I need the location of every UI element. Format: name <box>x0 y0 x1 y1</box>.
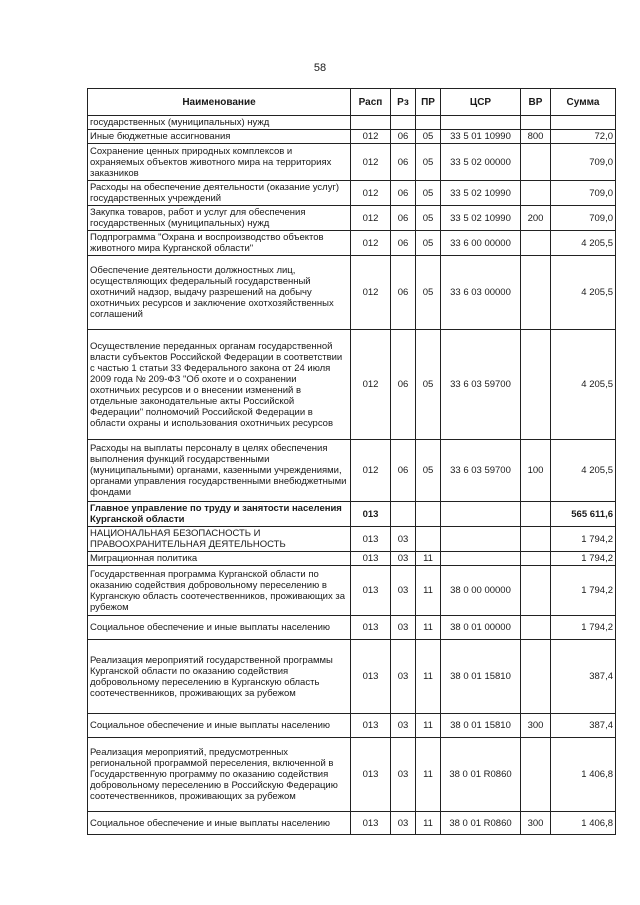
header-name: Наименование <box>88 89 351 116</box>
table-row <box>88 256 616 330</box>
cell-vr <box>521 502 551 527</box>
cell-rasp: 013 <box>351 566 391 616</box>
cell-rasp <box>351 116 391 130</box>
cell-sum: 387,4 <box>551 714 616 738</box>
page-number: 58 <box>313 62 327 74</box>
cell-rz: 06 <box>391 440 416 502</box>
cell-csr: 33 5 01 10990 <box>441 130 521 144</box>
cell-rz: 03 <box>391 566 416 616</box>
table-row <box>88 812 616 835</box>
cell-vr <box>521 181 551 206</box>
cell-rasp: 013 <box>351 812 391 835</box>
cell-sum: 565 611,6 <box>551 502 616 527</box>
cell-name: НАЦИОНАЛЬНАЯ БЕЗОПАСНОСТЬ И ПРАВООХРАНИТЕЛЬНАЯ ДЕЯТЕЛЬНОСТЬ <box>88 527 351 552</box>
cell-name: Осуществление переданных органам государственной власти субъектов Российской Федерации в соответствии с частью 1 статьи 33 Федерального закона от 24 июля 2009 года № 209-ФЗ "Об охоте и о сохранении охотничьих ресурсов и о внесении изменений в отдельные законодательные акты Российской Федерации" полномочий Российской Федерации в области охраны и использования охотничьих ресурсов <box>88 330 351 440</box>
cell-pr: 05 <box>416 181 441 206</box>
cell-sum: 387,4 <box>551 640 616 714</box>
cell-rz: 03 <box>391 738 416 812</box>
cell-rz: 03 <box>391 812 416 835</box>
cell-pr: 11 <box>416 640 441 714</box>
cell-rz: 06 <box>391 206 416 231</box>
cell-name: Сохранение ценных природных комплексов и охраняемых объектов животного мира на территориях заказников <box>88 144 351 181</box>
table-row <box>88 502 616 527</box>
table-row <box>88 616 616 640</box>
table-row <box>88 440 616 502</box>
cell-rasp: 013 <box>351 527 391 552</box>
cell-vr <box>521 116 551 130</box>
cell-rasp: 012 <box>351 256 391 330</box>
cell-pr: 05 <box>416 206 441 231</box>
cell-sum: 1 794,2 <box>551 527 616 552</box>
cell-vr <box>521 552 551 566</box>
cell-csr: 33 6 03 59700 <box>441 440 521 502</box>
table-row <box>88 552 616 566</box>
cell-vr <box>521 144 551 181</box>
cell-vr <box>521 330 551 440</box>
cell-csr: 38 0 01 15810 <box>441 714 521 738</box>
cell-rz: 06 <box>391 330 416 440</box>
cell-name: Подпрограмма "Охрана и воспроизводство объектов животного мира Курганской области" <box>88 231 351 256</box>
cell-csr: 33 6 03 59700 <box>441 330 521 440</box>
cell-pr: 05 <box>416 231 441 256</box>
cell-sum: 709,0 <box>551 181 616 206</box>
header-pr: ПР <box>416 89 441 116</box>
cell-vr <box>521 738 551 812</box>
cell-sum: 4 205,5 <box>551 231 616 256</box>
cell-csr: 38 0 01 00000 <box>441 616 521 640</box>
table-row <box>88 640 616 714</box>
table-row <box>88 714 616 738</box>
cell-vr: 300 <box>521 812 551 835</box>
cell-rz: 03 <box>391 552 416 566</box>
cell-csr <box>441 527 521 552</box>
cell-name: Главное управление по труду и занятости населения Курганской области <box>88 502 351 527</box>
table-row <box>88 330 616 440</box>
cell-pr: 05 <box>416 440 441 502</box>
table-row <box>88 144 616 181</box>
cell-vr <box>521 256 551 330</box>
cell-sum: 4 205,5 <box>551 440 616 502</box>
cell-vr: 100 <box>521 440 551 502</box>
cell-name: Социальное обеспечение и иные выплаты населению <box>88 714 351 738</box>
cell-pr: 05 <box>416 256 441 330</box>
cell-sum: 72,0 <box>551 130 616 144</box>
table-row <box>88 181 616 206</box>
cell-csr: 38 0 01 R0860 <box>441 738 521 812</box>
cell-vr <box>521 231 551 256</box>
cell-vr <box>521 640 551 714</box>
cell-csr: 33 6 03 00000 <box>441 256 521 330</box>
cell-sum: 1 794,2 <box>551 566 616 616</box>
cell-vr: 200 <box>521 206 551 231</box>
table-row <box>88 206 616 231</box>
table-row <box>88 527 616 552</box>
cell-pr: 11 <box>416 552 441 566</box>
cell-rz: 03 <box>391 714 416 738</box>
cell-csr: 38 0 00 00000 <box>441 566 521 616</box>
cell-rz: 06 <box>391 256 416 330</box>
cell-rz: 06 <box>391 130 416 144</box>
cell-rz: 06 <box>391 144 416 181</box>
header-csr: ЦСР <box>441 89 521 116</box>
cell-name: Расходы на выплаты персоналу в целях обеспечения выполнения функций государственными (муниципальными) органами, казенными учреждениями, органами управления государственными внебюджетными фондами <box>88 440 351 502</box>
table-row <box>88 116 616 130</box>
cell-pr: 05 <box>416 130 441 144</box>
cell-sum: 709,0 <box>551 144 616 181</box>
table-row <box>88 231 616 256</box>
cell-name: Реализация мероприятий, предусмотренных региональной программой переселения, включенной в Государственную программу по оказанию содействия добровольному переселению в Российскую Федерацию соотечественников, проживающих за рубежом <box>88 738 351 812</box>
cell-pr: 11 <box>416 616 441 640</box>
cell-sum: 4 205,5 <box>551 330 616 440</box>
cell-rz: 06 <box>391 181 416 206</box>
cell-rasp: 012 <box>351 440 391 502</box>
cell-sum <box>551 116 616 130</box>
cell-sum: 709,0 <box>551 206 616 231</box>
cell-rasp: 012 <box>351 144 391 181</box>
cell-name: Обеспечение деятельности должностных лиц, осуществляющих федеральный государственный охотничий надзор, выдачу разрешений на добычу охотничьих ресурсов и заключение охотхозяйственных соглашений <box>88 256 351 330</box>
budget-table <box>87 88 616 835</box>
header-rasp: Расп <box>351 89 391 116</box>
table-row <box>88 130 616 144</box>
cell-name: Закупка товаров, работ и услуг для обеспечения государственных (муниципальных) нужд <box>88 206 351 231</box>
table-row <box>88 738 616 812</box>
cell-name: государственных (муниципальных) нужд <box>88 116 351 130</box>
cell-name: Социальное обеспечение и иные выплаты населению <box>88 812 351 835</box>
cell-name: Реализация мероприятий государственной программы Курганской области по оказанию содействия добровольному переселению в Курганскую область соотечественников, проживающих за рубежом <box>88 640 351 714</box>
cell-rz: 03 <box>391 527 416 552</box>
cell-rz <box>391 116 416 130</box>
cell-sum: 1 406,8 <box>551 738 616 812</box>
cell-vr <box>521 566 551 616</box>
cell-rz <box>391 502 416 527</box>
cell-csr: 33 5 02 00000 <box>441 144 521 181</box>
cell-pr: 11 <box>416 566 441 616</box>
cell-rasp: 013 <box>351 640 391 714</box>
header-vr: ВР <box>521 89 551 116</box>
cell-rasp: 012 <box>351 130 391 144</box>
cell-pr <box>416 502 441 527</box>
table-row <box>88 566 616 616</box>
cell-rasp: 012 <box>351 181 391 206</box>
cell-vr <box>521 527 551 552</box>
cell-rasp: 012 <box>351 206 391 231</box>
cell-name: Расходы на обеспечение деятельности (оказание услуг) государственных учреждений <box>88 181 351 206</box>
cell-sum: 1 794,2 <box>551 552 616 566</box>
header-sum: Сумма <box>551 89 616 116</box>
cell-sum: 1 406,8 <box>551 812 616 835</box>
cell-pr: 11 <box>416 812 441 835</box>
cell-pr <box>416 116 441 130</box>
cell-name: Государственная программа Курганской области по оказанию содействия добровольному переселению в Курганскую область соотечественников, проживающих за рубежом <box>88 566 351 616</box>
cell-csr <box>441 116 521 130</box>
cell-rz: 06 <box>391 231 416 256</box>
cell-rasp: 012 <box>351 330 391 440</box>
cell-csr: 33 5 02 10990 <box>441 206 521 231</box>
cell-csr: 33 5 02 10990 <box>441 181 521 206</box>
cell-name: Социальное обеспечение и иные выплаты населению <box>88 616 351 640</box>
cell-vr: 300 <box>521 714 551 738</box>
cell-vr: 800 <box>521 130 551 144</box>
cell-rz: 03 <box>391 616 416 640</box>
cell-pr <box>416 527 441 552</box>
cell-csr: 33 6 00 00000 <box>441 231 521 256</box>
cell-sum: 4 205,5 <box>551 256 616 330</box>
cell-sum: 1 794,2 <box>551 616 616 640</box>
cell-vr <box>521 616 551 640</box>
cell-csr: 38 0 01 R0860 <box>441 812 521 835</box>
cell-pr: 11 <box>416 714 441 738</box>
cell-name: Миграционная политика <box>88 552 351 566</box>
cell-rasp: 013 <box>351 552 391 566</box>
cell-rasp: 013 <box>351 502 391 527</box>
cell-pr: 11 <box>416 738 441 812</box>
cell-csr <box>441 502 521 527</box>
cell-name: Иные бюджетные ассигнования <box>88 130 351 144</box>
cell-rasp: 012 <box>351 231 391 256</box>
cell-csr <box>441 552 521 566</box>
cell-csr: 38 0 01 15810 <box>441 640 521 714</box>
cell-rasp: 013 <box>351 616 391 640</box>
cell-rz: 03 <box>391 640 416 714</box>
cell-pr: 05 <box>416 330 441 440</box>
header-rz: Рз <box>391 89 416 116</box>
cell-rasp: 013 <box>351 738 391 812</box>
table-header-row <box>88 89 616 116</box>
cell-pr: 05 <box>416 144 441 181</box>
cell-rasp: 013 <box>351 714 391 738</box>
